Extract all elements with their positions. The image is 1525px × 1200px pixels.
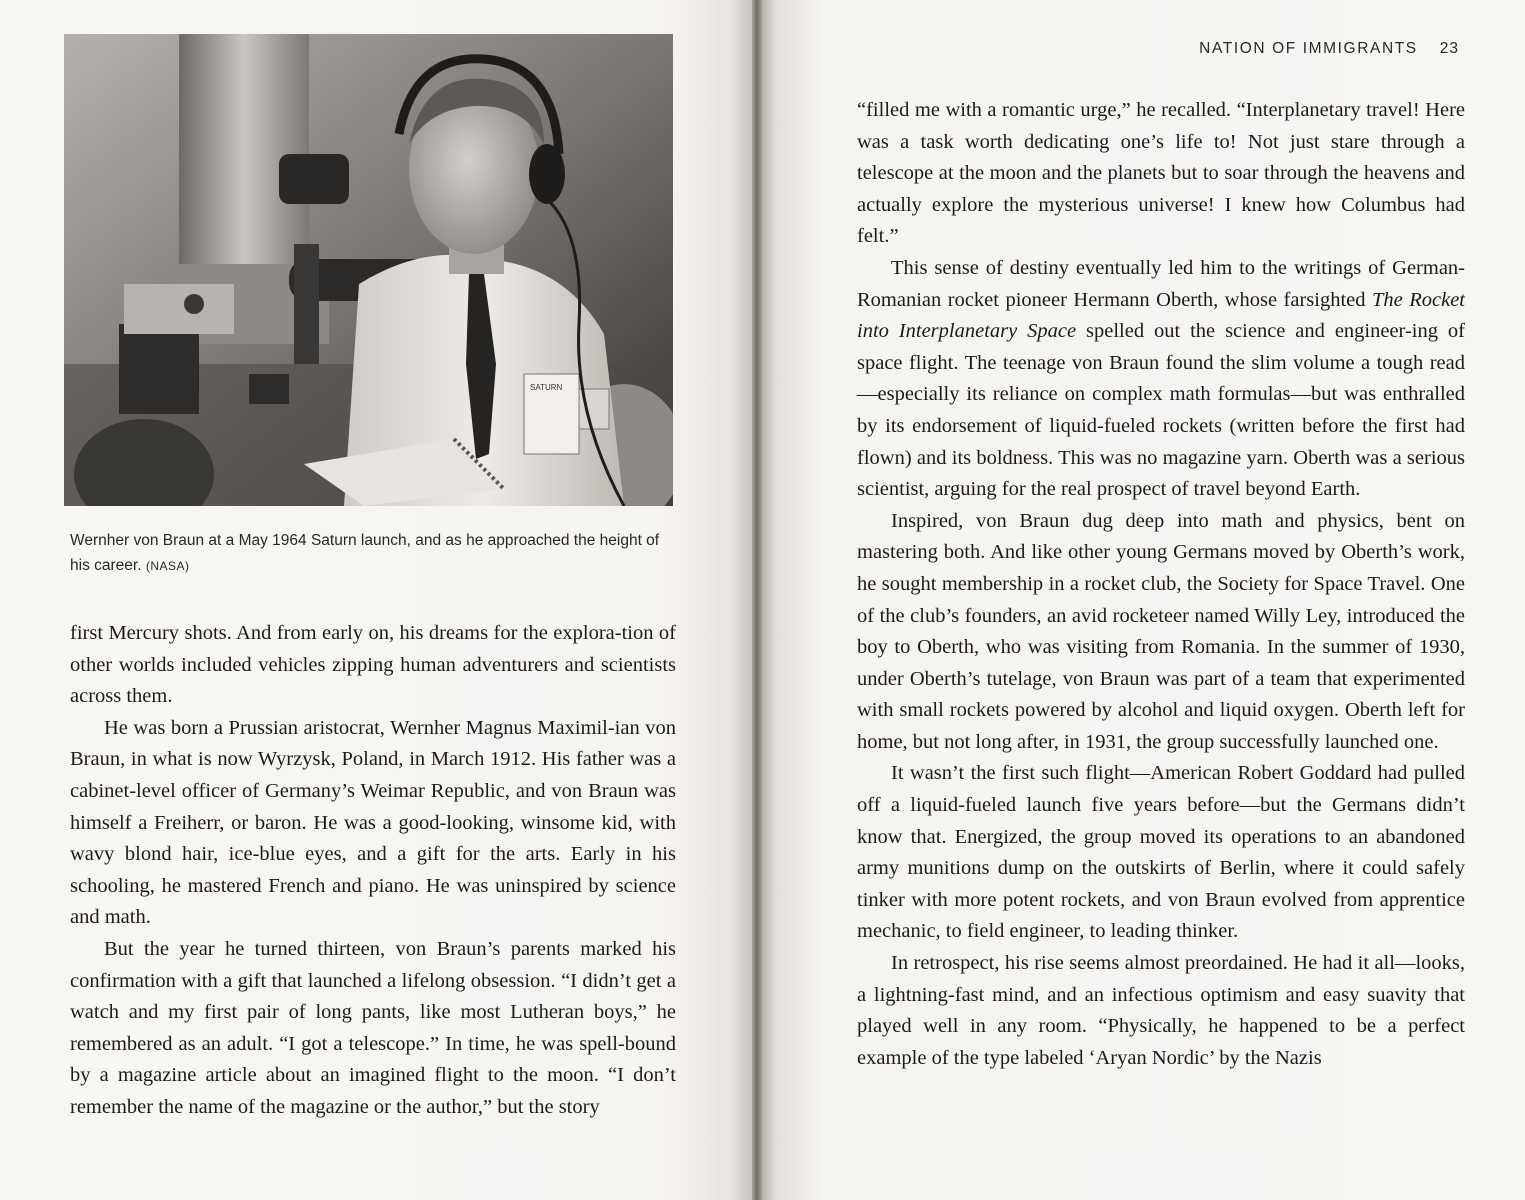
left-page [0,0,752,1200]
paragraph: “filled me with a romantic urge,” he recalled. “Interplanetary travel! Here was a task worth dedicating one’s life to! Not just stare through a telescope at the moon and the planets but to soar through the heavens and actually explore the mysterious universe! I knew how Columbus had felt.” [857,99,1465,248]
book-gutter [752,0,762,1200]
caption-credit: (NASA) [145,559,190,573]
photo-caption [70,528,670,579]
paragraph [857,253,1465,506]
caption-text: Wernher von Braun at a May 1964 Saturn launch, and as he approached the height of his career. [70,532,660,574]
book-title: The Rocket into Interplanetary Space [857,288,1465,343]
paragraph: first Mercury shots. And from early on, his dreams for the explora-tion of other worlds included vehicles zipping human adventurers and scientists across them. [70,622,676,708]
paragraph-part: spelled out the science and engineer-ing of space flight. The teenage von Braun found the slim volume a tough read—especially its reliance on complex math formulas—but was enthralled by its endorsement of liquid-fueled rockets (written before the first had flown) and its boldness. This was no magazine yarn. Oberth was a serious scientist, arguing for the real prospect of travel beyond Earth. [857,320,1465,501]
paragraph-part: This sense of destiny eventually led him to the writings of German-Romanian rocket pioneer Hermann Oberth, whose farsighted [857,256,1465,311]
photo-von-braun [64,34,673,506]
right-body-text [857,95,1465,1074]
paragraph: But the year he turned thirteen, von Braun’s parents marked his confirmation with a gift that launched a lifelong obsession. “I didn’t get a watch and my first pair of long pants, like most Lutheran boys,” he remembered as an adult. “I got a telescope.” In time, he was spell-bound by a magazine article about an imagined flight to the moon. “I don’t remember the name of the magazine or the author,” but the story [70,937,676,1118]
paragraph: He was born a Prussian aristocrat, Wernher Magnus Maximil-ian von Braun, in what is now Wyrzysk, Poland, in March 1912. His father was a cabinet-level officer of Germany’s Weimar Republic, and von Braun was himself a Freiherr, or baron. He was a good-looking, winsome kid, with wavy blond hair, ice-blue eyes, and a gift for the arts. Early in his schooling, he mastered French and piano. He was uninspired by science and math. [70,716,676,929]
paragraph: Inspired, von Braun dug deep into math and physics, bent on mastering both. And like other young Germans moved by Oberth’s work, he sought membership in a rocket club, the Society for Space Travel. One of the club’s founders, an avid rocketeer named Willy Ley, introduced the boy to Oberth, who was visiting from Romania. In the summer of 1930, under Oberth’s tutelage, von Braun was part of a team that experimented with small rockets powered by alcohol and liquid oxygen. Oberth left for home, but not long after, in 1931, the group successfully launched one. [857,509,1465,753]
paragraph: It wasn’t the first such flight—American Robert Goddard had pulled off a liquid-fueled launch five years before—but the Germans didn’t know that. Energized, the group moved its operations to an abandoned army munitions dump on the outskirts of Berlin, where it could safely tinker with more potent rockets, and von Braun evolved from apprentice mechanic, to field engineer, to leading thinker. [857,762,1465,943]
badge-text: SATURN [530,383,563,392]
photo-illustration [64,34,673,506]
left-body-text [70,618,676,1124]
paragraph: In retrospect, his rise seems almost preordained. He had it all—looks, a lightning-fast mind, and an infectious optimism and easy suavity that played well in any room. “Physically, he happened to be a perfect example of the type labeled ‘Aryan Nordic’ by the Nazis [857,952,1465,1069]
page-number: 23 [1439,40,1459,57]
right-page [762,0,1525,1200]
running-head [1199,40,1459,58]
running-head-title: NATION OF IMMIGRANTS [1199,40,1418,57]
